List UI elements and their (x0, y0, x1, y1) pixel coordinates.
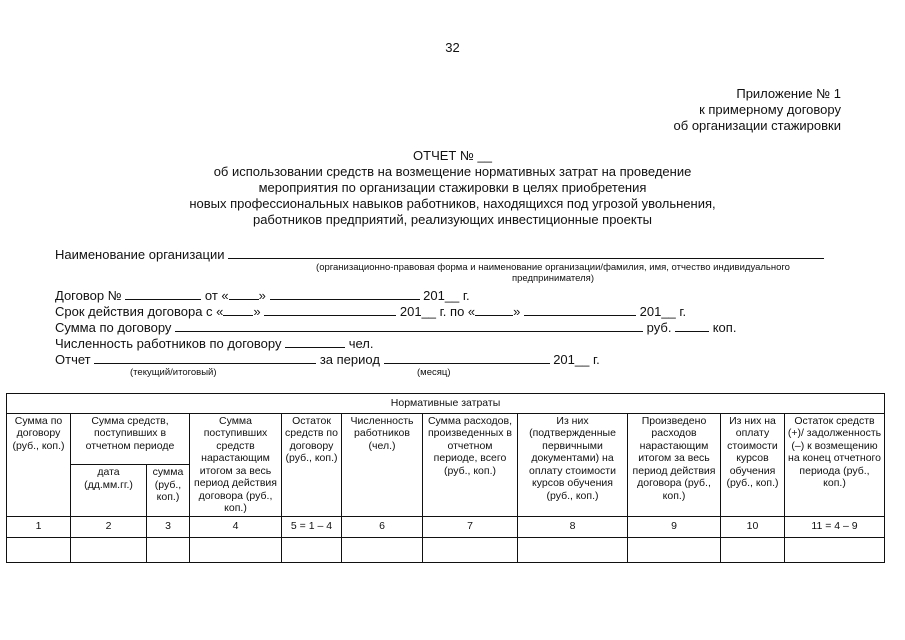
appendix-line-3: об организации стажировки (673, 118, 841, 133)
col-number: 6 (342, 516, 423, 537)
col-contract-sum: Сумма по договору (руб., коп.) (7, 413, 71, 516)
col-number: 11 = 4 – 9 (785, 516, 885, 537)
col-number: 1 (7, 516, 71, 537)
appendix-line-2: к примерному договору (699, 102, 841, 117)
col-number: 8 (518, 516, 628, 537)
term-quote-close-2: » (513, 304, 521, 319)
contract-label: Договор № (55, 288, 122, 303)
count-unit: чел. (348, 336, 374, 351)
term-year-to-label: 201__ г. (639, 304, 687, 319)
table-cell[interactable] (7, 537, 71, 562)
group-header: Нормативные затраты (7, 394, 885, 414)
table-cell[interactable] (628, 537, 721, 562)
count-row (55, 335, 373, 351)
col-number: 9 (628, 516, 721, 537)
term-day-to-field[interactable] (475, 303, 513, 316)
col-number: 10 (721, 516, 785, 537)
col-cumulative-expenses: Произведено расходов нарастающим итогом за весь период действия договора (руб., коп.) (628, 413, 721, 516)
report-month-field[interactable] (384, 351, 550, 364)
table-cell[interactable] (721, 537, 785, 562)
col-number: 7 (423, 516, 518, 537)
sum-row (55, 319, 736, 335)
col-contract-balance: Остаток средств по договору (руб., коп.) (282, 413, 342, 516)
title-line-2: об использовании средств на возмещение нормативных затрат на проведение (213, 164, 692, 179)
table-cell[interactable] (282, 537, 342, 562)
report-type-hint: (текущий/итоговый) (130, 367, 217, 378)
report-type-field[interactable] (94, 351, 316, 364)
org-hint-line-2: предпринимателя) (511, 273, 594, 284)
col-worker-count: Численность работников (чел.) (342, 413, 423, 516)
group-header-row (7, 394, 885, 414)
term-row (55, 303, 686, 319)
col-received-cumulative: Сумма поступивших средств нарастающим итогом за весь период действия договора (руб., коп.) (190, 413, 282, 516)
col-number: 3 (147, 516, 190, 537)
term-label: Срок действия договора с « (55, 304, 224, 319)
count-label: Численность работников по договору (55, 336, 282, 351)
term-month-from-field[interactable] (264, 303, 396, 316)
col-number: 2 (71, 516, 147, 537)
table-cell[interactable] (342, 537, 423, 562)
report-title (0, 148, 905, 228)
col-number: 5 = 1 – 4 (282, 516, 342, 537)
org-row (55, 246, 824, 262)
term-day-from-field[interactable] (223, 303, 253, 316)
sum-rub-field[interactable] (175, 319, 643, 332)
sum-kop-field[interactable] (675, 319, 709, 332)
col-end-balance: Остаток средств (+)/ задолженность (–) к возмещению на конец отчетного периода (руб., коп.) (785, 413, 885, 516)
table-cell[interactable] (518, 537, 628, 562)
term-quote-close: » (253, 304, 261, 319)
report-month-hint: (месяц) (417, 367, 451, 378)
sum-rub-label: руб. (646, 320, 672, 335)
column-number-row (7, 516, 885, 537)
contract-month-field[interactable] (270, 287, 420, 300)
table-cell[interactable] (423, 537, 518, 562)
contract-row (55, 287, 470, 303)
col-period-course-fees: Из них (подтвержденные первичными документами) на оплату стоимости курсов обучения (руб., коп.) (518, 413, 628, 516)
col-received-date: дата (дд.мм.гг.) (71, 465, 147, 517)
title-line-3: мероприятия по организации стажировки в целях приобретения (258, 180, 647, 195)
term-year-from-label: 201__ г. по « (399, 304, 476, 319)
table-cell[interactable] (190, 537, 282, 562)
title-line-1: ОТЧЕТ № __ (413, 148, 492, 163)
col-period-expenses: Сумма расходов, произведенных в отчетном периоде, всего (руб., коп.) (423, 413, 518, 516)
col-number: 4 (190, 516, 282, 537)
table-cell[interactable] (71, 537, 147, 562)
costs-table (6, 393, 885, 563)
title-line-4: новых профессиональных навыков работников, находящихся под угрозой увольнения, (189, 196, 716, 211)
org-label: Наименование организации (55, 247, 225, 262)
table-cell[interactable] (147, 537, 190, 562)
col-received-amount: сумма (руб., коп.) (147, 465, 190, 517)
report-year-label: 201__ г. (553, 352, 600, 367)
appendix-note (674, 86, 841, 134)
contract-number-field[interactable] (125, 287, 201, 300)
page-number: 32 (445, 40, 460, 55)
appendix-line-1: Приложение № 1 (736, 86, 841, 101)
report-row (55, 351, 600, 367)
term-month-to-field[interactable] (524, 303, 636, 316)
report-period-label: за период (319, 352, 380, 367)
title-line-5: работников предприятий, реализующих инвестиционные проекты (252, 212, 653, 227)
contract-quote-close: » (258, 288, 266, 303)
org-name-field[interactable] (228, 246, 824, 259)
table-cell[interactable] (785, 537, 885, 562)
report-label: Отчет (55, 352, 91, 367)
contract-year-label: 201__ г. (423, 288, 470, 303)
contract-from-label: от « (204, 288, 229, 303)
count-field[interactable] (285, 335, 345, 348)
sum-kop-label: коп. (712, 320, 737, 335)
col-received-group: Сумма средств, поступивших в отчетном периоде (71, 413, 190, 465)
org-hint-line-1: (организационно-правовая форма и наименование организации/фамилия, имя, отчество индивидуального (316, 262, 790, 273)
sum-label: Сумма по договору (55, 320, 172, 335)
table-row (7, 537, 885, 562)
column-header-row (7, 413, 885, 465)
col-cumulative-course-fees: Из них на оплату стоимости курсов обучения (руб., коп.) (721, 413, 785, 516)
contract-day-field[interactable] (229, 287, 259, 300)
org-hint (273, 262, 833, 284)
